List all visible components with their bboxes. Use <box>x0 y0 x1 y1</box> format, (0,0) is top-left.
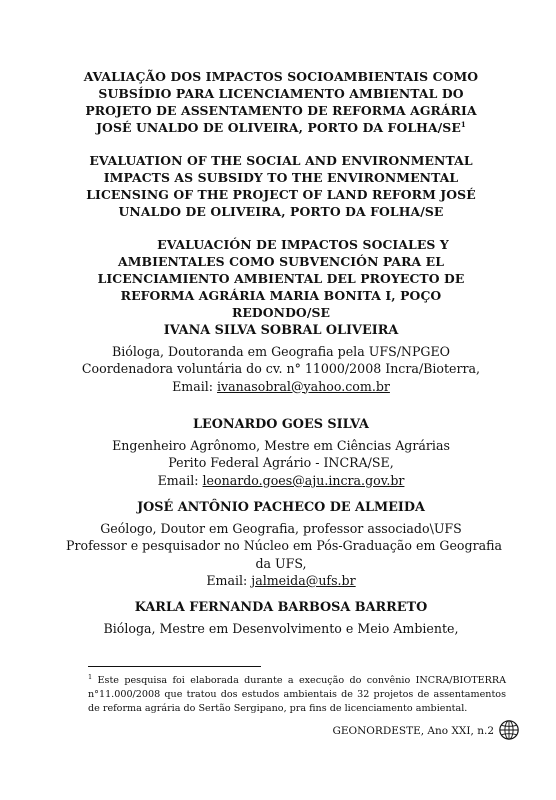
email-label: Email: <box>157 472 203 488</box>
author-email-row <box>66 378 496 396</box>
title-line: REDONDO/SE <box>231 305 331 320</box>
title-line: SUBSÍDIO PARA LICENCIAMENTO AMBIENTAL DO <box>98 86 464 101</box>
title-line: EVALUATION OF THE SOCIAL AND ENVIRONMENTAL <box>89 153 473 168</box>
footnote-divider <box>88 666 261 667</box>
title-line: EVALUACIÓN DE IMPACTOS SOCIALES Y <box>157 237 449 252</box>
title-line: AMBIENTALES COMO SUBVENCIÓN PARA EL <box>117 254 445 269</box>
author-affiliation: Geólogo, Doutor em Geografia, professor associado\UFS <box>100 520 462 536</box>
title-line: UNALDO DE OLIVEIRA, PORTO DA FOLHA/SE <box>118 204 444 219</box>
author-name: LEONARDO GOES SILVA <box>193 417 369 432</box>
author-affiliation: Professor e pesquisador no Núcleo em Pós-Graduação em Geografia <box>66 538 503 553</box>
email-label: Email: <box>172 378 218 394</box>
author-affiliation: da UFS, <box>255 555 307 571</box>
author-affiliation: Bióloga, Mestre em Desenvolvimento e Meio Ambiente, <box>103 620 459 636</box>
author-affiliation: Coordenadora voluntária do cv. n° 11000/2008 Incra/Bioterra, <box>81 361 481 376</box>
author-email-row <box>66 472 496 490</box>
email-link[interactable]: jalmeida@ufs.br <box>251 573 356 588</box>
title-portuguese <box>66 68 496 136</box>
author-email-row <box>66 572 496 590</box>
author-block <box>66 599 496 637</box>
title-line: LICENCIAMIENTO AMBIENTAL DEL PROYECTO DE <box>97 271 465 286</box>
author-block <box>66 322 496 395</box>
globe-icon <box>498 719 520 741</box>
author-affiliation: Engenheiro Agrônomo, Mestre em Ciências Agrárias <box>112 437 450 453</box>
email-link[interactable]: leonardo.goes@aju.incra.gov.br <box>202 472 405 488</box>
footnote <box>88 674 506 716</box>
author-block <box>66 416 496 489</box>
footnote-text: Este pesquisa foi elaborada durante a execução do convênio INCRA/BIOTERRA n°11.000/2008 que tratou dos estudos ambientais de 32 projetos de assentamentos de reforma agrária do Sertão Sergipano, pra fins de licenciamento ambiental. <box>88 675 506 714</box>
title-english <box>66 152 496 220</box>
title-line: REFORMA AGRÁRIA MARIA BONITA I, POÇO <box>120 288 442 303</box>
title-spanish <box>66 236 496 321</box>
journal-footer: GEONORDESTE, Ano XXI, n.2 <box>332 725 494 737</box>
author-name: KARLA FERNANDA BARBOSA BARRETO <box>134 600 428 615</box>
title-line: PROJETO DE ASSENTAMENTO DE REFORMA AGRÁRIA <box>85 103 477 118</box>
title-line: AVALIAÇÃO DOS IMPACTOS SOCIOAMBIENTAIS COMO <box>83 69 479 84</box>
email-label: Email: <box>206 573 252 588</box>
footnote-marker[interactable]: 1 <box>460 119 466 129</box>
author-name: IVANA SILVA SOBRAL OLIVEIRA <box>163 323 399 338</box>
author-affiliation: Perito Federal Agrário - INCRA/SE, <box>168 455 394 470</box>
title-line: IMPACTS AS SUBSIDY TO THE ENVIRONMENTAL <box>103 170 459 185</box>
email-link[interactable]: ivanasobral@yahoo.com.br <box>217 378 390 394</box>
author-block <box>66 499 503 590</box>
footnote-number: 1 <box>88 672 93 681</box>
author-affiliation: Bióloga, Doutoranda em Geografia pela UFS/NPGEO <box>111 343 451 359</box>
title-line: LICENSING OF THE PROJECT OF LAND REFORM JOSÉ <box>86 187 476 202</box>
title-line-with-footnote <box>66 119 496 136</box>
author-name: JOSÉ ANTÔNIO PACHECO DE ALMEIDA <box>137 500 425 515</box>
title-line-text: JOSÉ UNALDO DE OLIVEIRA, PORTO DA FOLHA/SE <box>96 120 461 135</box>
